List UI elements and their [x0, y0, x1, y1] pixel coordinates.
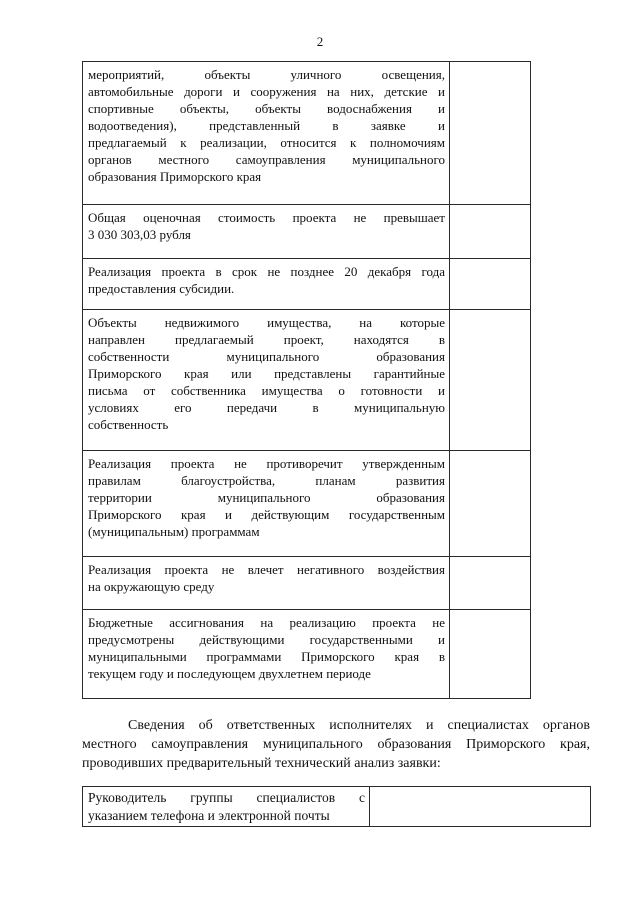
criterion-value-cell[interactable]	[450, 557, 531, 610]
table-row	[83, 62, 531, 205]
table-row	[83, 787, 591, 827]
criterion-value-cell[interactable]	[450, 310, 531, 451]
staff-table	[82, 786, 591, 827]
criterion-value-cell[interactable]	[450, 259, 531, 310]
criterion-text-cell	[83, 62, 450, 205]
table-row	[83, 610, 531, 699]
criterion-value-cell[interactable]	[450, 610, 531, 699]
table-row	[83, 557, 531, 610]
criterion-text: Реализация проекта не влечет негативного воздействия на окружающую среду	[88, 562, 445, 594]
group-leader-label: Руководитель группы специалистов с указанием телефона и электронной почты	[88, 790, 365, 823]
criterion-value-cell[interactable]	[450, 451, 531, 557]
criterion-text-cell	[83, 310, 450, 451]
criterion-text-cell	[83, 610, 450, 699]
criterion-text-cell	[83, 259, 450, 310]
criterion-text-cell	[83, 205, 450, 259]
group-leader-value-cell[interactable]	[370, 787, 591, 827]
responsible-staff-paragraph: Сведения об ответственных исполнителях и специалистах органов местного самоуправления муниципального образования Приморского края, проводивших предварительный технический анализ заявки:	[82, 718, 590, 771]
criterion-text-cell	[83, 557, 450, 610]
criterion-text: Реализация проекта не противоречит утвержденным правилам благоустройства, планам развития территории муниципального образования Приморского края и действующим государственным (муниципальным) программам	[88, 456, 445, 539]
criteria-table	[82, 61, 531, 699]
criterion-text: Реализация проекта в срок не позднее 20 декабря года предоставления субсидии.	[88, 264, 445, 296]
table-row	[83, 451, 531, 557]
criterion-text-cell	[83, 451, 450, 557]
table-row	[83, 205, 531, 259]
criterion-value-cell[interactable]	[450, 205, 531, 259]
page-number: 2	[316, 34, 324, 49]
staff-label-cell	[83, 787, 370, 827]
criterion-text: Общая оценочная стоимость проекта не превышает 3 030 303,03 рубля	[88, 210, 445, 242]
criterion-text: мероприятий, объекты уличного освещения, автомобильные дороги и сооружения на них, детские и спортивные объекты, объекты водоснабжения и водоотведения), представленный в заявке и предлагаемый к реализации, относится к полномочиям органов местного самоуправления муниципального образования Приморского края	[88, 67, 445, 184]
table-row	[83, 259, 531, 310]
criterion-text: Объекты недвижимого имущества, на которые направлен предлагаемый проект, находятся в собственности муниципального образования Приморского края или представлены гарантийные письма от собственника имущества о готовности и условиях его передачи в муниципальную собственность	[88, 315, 445, 432]
criterion-text: Бюджетные ассигнования на реализацию проекта не предусмотрены действующими государственными и муниципальными программами Приморского края в текущем году и последующем двухлетнем периоде	[88, 615, 445, 681]
criterion-value-cell[interactable]	[450, 62, 531, 205]
table-row	[83, 310, 531, 451]
